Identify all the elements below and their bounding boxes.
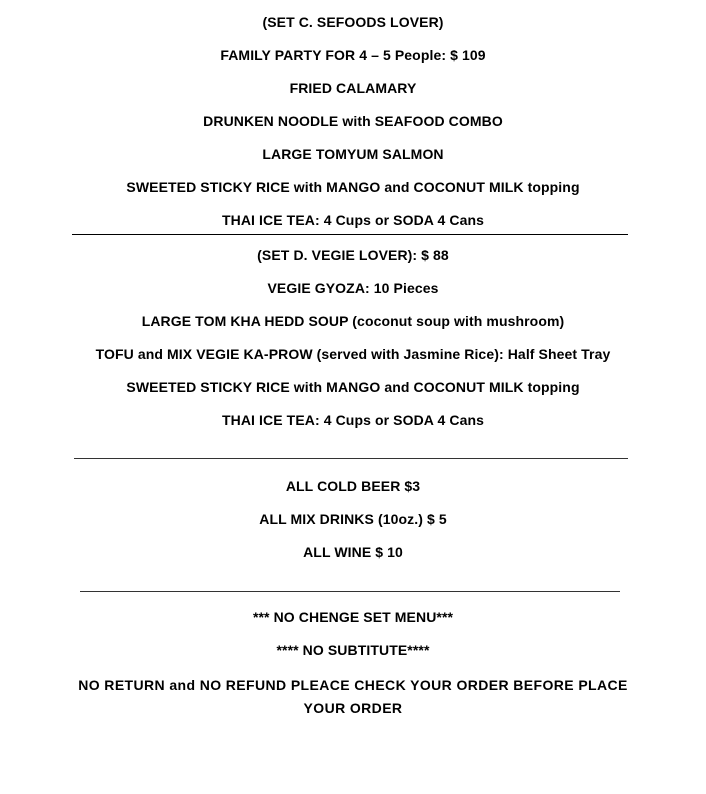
- set-d-item: SWEETED STICKY RICE with MANGO and COCONUT MILK topping: [126, 379, 580, 395]
- set-d-item: THAI ICE TEA: 4 Cups or SODA 4 Cans: [221, 412, 484, 428]
- set-c-item: LARGE TOMYUM SALMON: [262, 146, 444, 162]
- note-no-return: NO RETURN and NO REFUND PLEACE CHECK YOUR ORDER BEFORE PLACE YOUR ORDER: [78, 677, 628, 716]
- section-divider: [72, 234, 628, 235]
- set-d-item: TOFU and MIX VEGIE KA-PROW (served with Jasmine Rice): Half Sheet Tray: [95, 346, 611, 362]
- section-divider: [80, 591, 620, 592]
- section-divider: [74, 458, 628, 459]
- set-d-item: LARGE TOM KHA HEDD SOUP (coconut soup with mushroom): [141, 313, 565, 329]
- set-d-item: VEGIE GYOZA: 10 Pieces: [267, 280, 439, 296]
- set-c-title: (SET C. SEFOODS LOVER): [262, 14, 444, 30]
- set-c-item: DRUNKEN NOODLE with SEAFOOD COMBO: [203, 113, 503, 129]
- drink-item: ALL WINE $ 10: [303, 544, 403, 560]
- note-no-change: *** NO CHENGE SET MENU***: [252, 609, 454, 625]
- set-c-price-line: FAMILY PARTY FOR 4 – 5 People: $ 109: [220, 47, 486, 63]
- drink-item: ALL MIX DRINKS (10oz.) $ 5: [259, 511, 447, 527]
- set-c-item: SWEETED STICKY RICE with MANGO and COCONUT MILK topping: [126, 179, 580, 195]
- set-c-item: FRIED CALAMARY: [289, 80, 417, 96]
- set-d-title: (SET D. VEGIE LOVER): $ 88: [257, 247, 449, 263]
- set-c-item: THAI ICE TEA: 4 Cups or SODA 4 Cans: [221, 212, 484, 228]
- note-no-substitute: **** NO SUBTITUTE****: [276, 642, 430, 658]
- drink-item: ALL COLD BEER $3: [285, 478, 421, 494]
